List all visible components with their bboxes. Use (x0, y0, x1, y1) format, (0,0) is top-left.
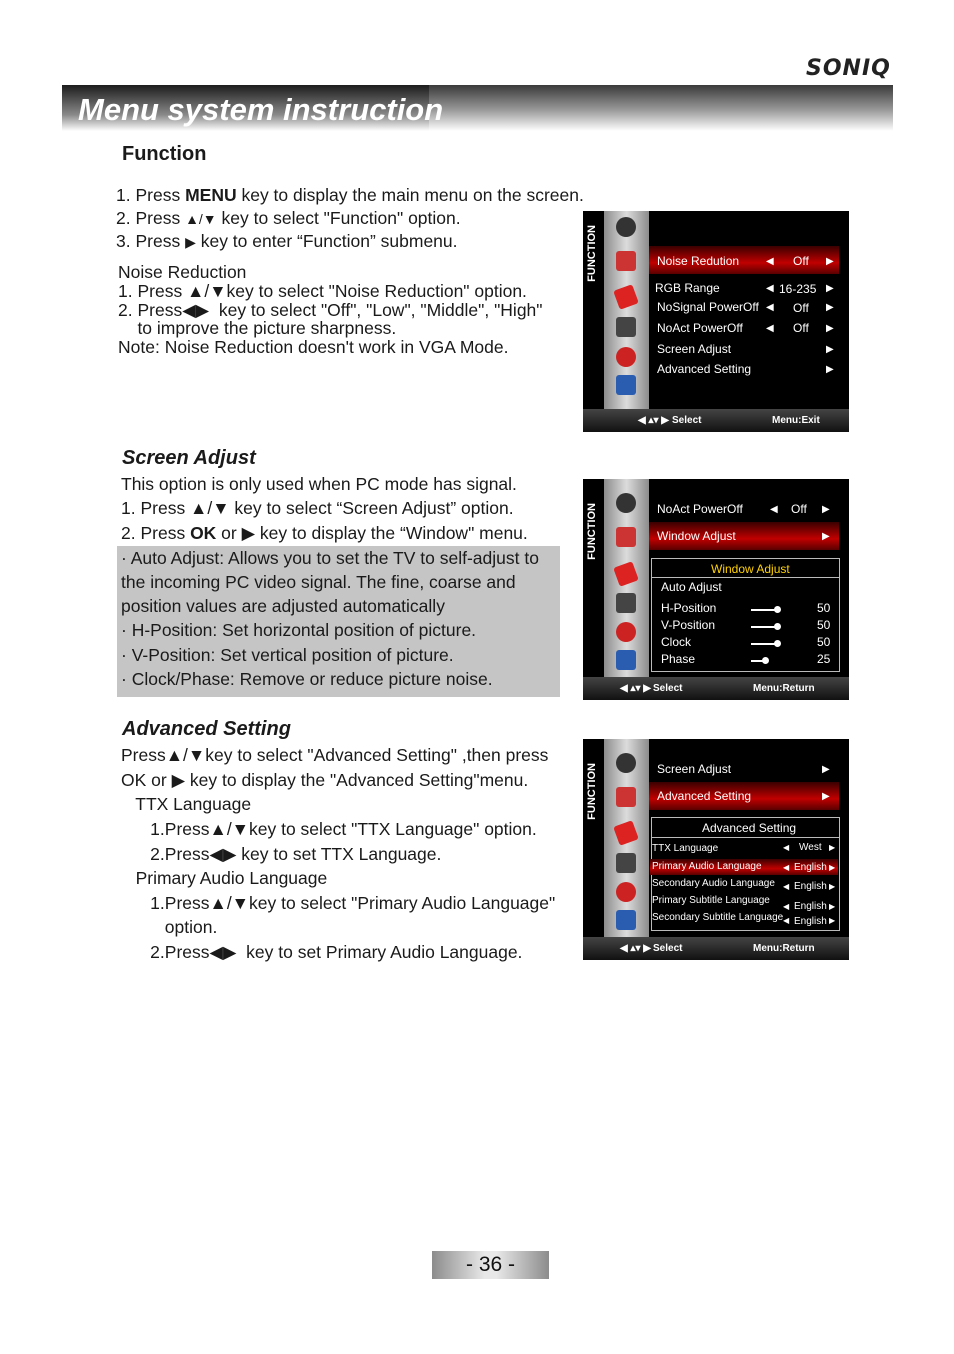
footer-return: Menu:Return (753, 943, 815, 954)
submenu-item-label: Secondary Audio Language (652, 878, 775, 889)
menu-item-label: Advanced Setting (657, 362, 752, 376)
clock-icon (613, 284, 639, 310)
sa-note-1: · Auto Adjust: Allows you to set the TV to self-adjust to (121, 548, 539, 568)
as-line-1: Press▲/▼key to select "Advanced Setting" ,then press (121, 745, 549, 765)
footer-select: Select (653, 683, 683, 694)
menu-item-label: Advanced Setting (657, 789, 752, 803)
right-arrow-icon: ▶ (829, 863, 836, 872)
right-arrow-icon: ▶ (829, 916, 836, 925)
function-step-3: 3. Press ▶ key to enter “Function” submenu. (116, 231, 458, 251)
screen-adjust-menu-screenshot (583, 479, 849, 700)
footer-return: Menu:Return (753, 683, 815, 694)
nav-arrows-icon: ◀ ▴▾ ▶ (620, 943, 651, 954)
menu-item-label: NoAct PowerOff (657, 502, 743, 516)
sa-note-2: the incoming PC video signal. The fine, coarse and (121, 572, 516, 592)
tools-icon (616, 853, 636, 873)
clock-icon (613, 820, 639, 846)
sa-note-5: · V-Position: Set vertical position of picture. (121, 645, 454, 665)
picture-icon (616, 753, 636, 773)
menu-icon-column (604, 739, 649, 937)
menu-item-value: Off (791, 502, 807, 516)
sound-icon (616, 251, 636, 271)
sa-note-4: · H-Position: Set horizontal position of picture. (121, 620, 477, 640)
screen-adjust-heading: Screen Adjust (122, 447, 256, 469)
sa-note-6: · Clock/Phase: Remove or reduce picture noise. (121, 669, 493, 689)
submenu-item-value: 50 (817, 601, 831, 615)
function-heading: Function (122, 143, 207, 165)
menu-footer (583, 677, 849, 700)
right-arrow-icon: ▶ (822, 791, 830, 802)
submenu-item-label: Phase (661, 652, 696, 666)
menu-item-label: Noise Redution (657, 254, 740, 268)
sa-note-3: position values are adjusted automatically (121, 596, 445, 616)
footer-exit: Menu:Exit (772, 415, 820, 426)
submenu-title: Advanced Setting (702, 821, 797, 835)
as-line-8: option. (121, 917, 218, 937)
menu-item-value: Off (793, 321, 809, 335)
right-arrow-icon: ▶ (826, 302, 834, 313)
menu-footer (583, 937, 849, 960)
right-arrow-icon: ▶ (829, 902, 836, 911)
clock-icon (613, 561, 639, 587)
slider-knob (762, 657, 769, 664)
title-banner-dark (62, 85, 444, 131)
submenu-item-label: Secondary Subtitle Language (652, 912, 784, 923)
submenu-item-label: Primary Subtitle Language (652, 895, 770, 906)
auto-adjust-item: Auto Adjust (661, 580, 722, 594)
footer-select: Select (672, 415, 702, 426)
submenu-item-value: 50 (817, 618, 831, 632)
submenu-item-label: TTX Language (652, 843, 719, 854)
right-arrow-icon: ▶ (822, 531, 830, 542)
picture-icon (616, 493, 636, 513)
nav-arrows-icon: ◀ ▴▾ ▶ (620, 683, 651, 694)
submenu-item-value: 25 (817, 652, 831, 666)
submenu-item-label: H-Position (661, 601, 717, 615)
search-icon (616, 347, 636, 367)
image-icon (616, 650, 636, 670)
as-line-6: Primary Audio Language (121, 868, 328, 888)
right-arrow-icon: ▶ (822, 504, 830, 515)
menu-side-label: FUNCTION (586, 763, 598, 820)
menu-item-label: Window Adjust (657, 529, 736, 543)
submenu-item-label: Primary Audio Language (652, 861, 762, 872)
menu-item-label: Screen Adjust (657, 762, 732, 776)
menu-icon-column (604, 211, 649, 409)
sound-icon (616, 527, 636, 547)
menu-item-label: NoAct PowerOff (657, 321, 743, 335)
tools-icon (616, 593, 636, 613)
left-arrow-icon: ◀ (766, 302, 774, 313)
menu-item-value: Off (793, 254, 809, 268)
left-arrow-icon: ◀ (783, 863, 790, 872)
right-arrow-icon: ▶ (829, 843, 836, 852)
nr-line-4: Note: Noise Reduction doesn't work in VGA Mode. (118, 337, 509, 357)
sa-line-3: 2. Press OK or ▶ key to display the “Window" menu. (121, 523, 528, 543)
submenu-item-label: V-Position (661, 618, 716, 632)
sa-line-1: This option is only used when PC mode has signal. (121, 474, 517, 494)
submenu-item-value: English (794, 881, 827, 892)
as-line-9: 2.Press◀▶ key to set Primary Audio Language. (121, 942, 523, 962)
nr-line-3: to improve the picture sharpness. (118, 318, 397, 338)
nr-line-1: 1. Press ▲/▼key to select "Noise Reduction" option. (118, 281, 527, 301)
footer-select: Select (653, 943, 683, 954)
submenu-item-value: 50 (817, 635, 831, 649)
slider-knob (774, 623, 781, 630)
page-number-box: - 36 - (432, 1251, 549, 1279)
left-arrow-icon: ◀ (766, 283, 774, 294)
image-icon (616, 375, 636, 395)
submenu-item-value: West (799, 842, 822, 853)
picture-icon (616, 217, 636, 237)
right-arrow-icon: ▶ (829, 882, 836, 891)
noise-reduction-title: Noise Reduction (118, 262, 247, 282)
search-icon (616, 622, 636, 642)
page-title: Menu system instruction (78, 92, 444, 127)
as-line-5: 2.Press◀▶ key to set TTX Language. (121, 844, 442, 864)
left-arrow-icon: ◀ (770, 504, 778, 515)
advanced-setting-menu-screenshot (583, 739, 849, 960)
as-line-4: 1.Press▲/▼key to select "TTX Language" option. (121, 819, 537, 839)
menu-item-value: 16-235 (779, 282, 817, 296)
page-number: 36 (478, 1253, 503, 1276)
function-step-2: 2. Press ▲/▼ key to select "Function" option. (116, 208, 461, 228)
submenu-title: Window Adjust (711, 562, 790, 576)
left-arrow-icon: ◀ (766, 323, 774, 334)
function-menu-screenshot (583, 211, 849, 432)
sound-icon (616, 787, 636, 807)
function-step-1: 1. Press MENU key to display the main menu on the screen. (116, 185, 584, 205)
left-arrow-icon: ◀ (783, 916, 790, 925)
right-arrow-icon: ▶ (826, 344, 834, 355)
as-line-3: TTX Language (121, 794, 252, 814)
submenu-item-value: English (794, 862, 827, 873)
submenu-item-value: English (794, 901, 827, 912)
slider-knob (774, 640, 781, 647)
slider-knob (774, 606, 781, 613)
left-arrow-icon: ◀ (783, 843, 790, 852)
left-arrow-icon: ◀ (783, 902, 790, 911)
submenu-item-value: English (794, 916, 827, 927)
right-arrow-icon: ▶ (826, 323, 834, 334)
sa-line-2: 1. Press ▲/▼ key to select “Screen Adjust” option. (121, 498, 514, 518)
brand-logo: SONIQ (806, 56, 891, 81)
left-arrow-icon: ◀ (783, 882, 790, 891)
image-icon (616, 910, 636, 930)
menu-item-label: Screen Adjust (657, 342, 732, 356)
advanced-setting-heading: Advanced Setting (122, 718, 291, 740)
tools-icon (616, 317, 636, 337)
as-line-7: 1.Press▲/▼key to select "Primary Audio Language" (121, 893, 556, 913)
right-arrow-icon: ▶ (826, 256, 834, 267)
menu-icon-column (604, 479, 649, 677)
submenu-item-label: Clock (661, 635, 692, 649)
menu-footer (583, 409, 849, 432)
nav-arrows-icon: ◀ ▴▾ ▶ (638, 415, 669, 426)
menu-item-value: Off (793, 301, 809, 315)
menu-side-label: FUNCTION (586, 225, 598, 282)
menu-item-label: RGB Range (655, 281, 720, 295)
right-arrow-icon: ▶ (826, 364, 834, 375)
search-icon (616, 882, 636, 902)
as-line-2: OK or ▶ key to display the "Advanced Setting"menu. (121, 770, 529, 790)
right-arrow-icon: ▶ (826, 283, 834, 294)
nr-line-2: 2. Press◀▶ key to select "Off", "Low", "Middle", "High" (118, 300, 543, 320)
menu-item-label: NoSignal PowerOff (657, 300, 759, 314)
left-arrow-icon: ◀ (766, 256, 774, 267)
menu-side-label: FUNCTION (586, 503, 598, 560)
right-arrow-icon: ▶ (822, 764, 830, 775)
